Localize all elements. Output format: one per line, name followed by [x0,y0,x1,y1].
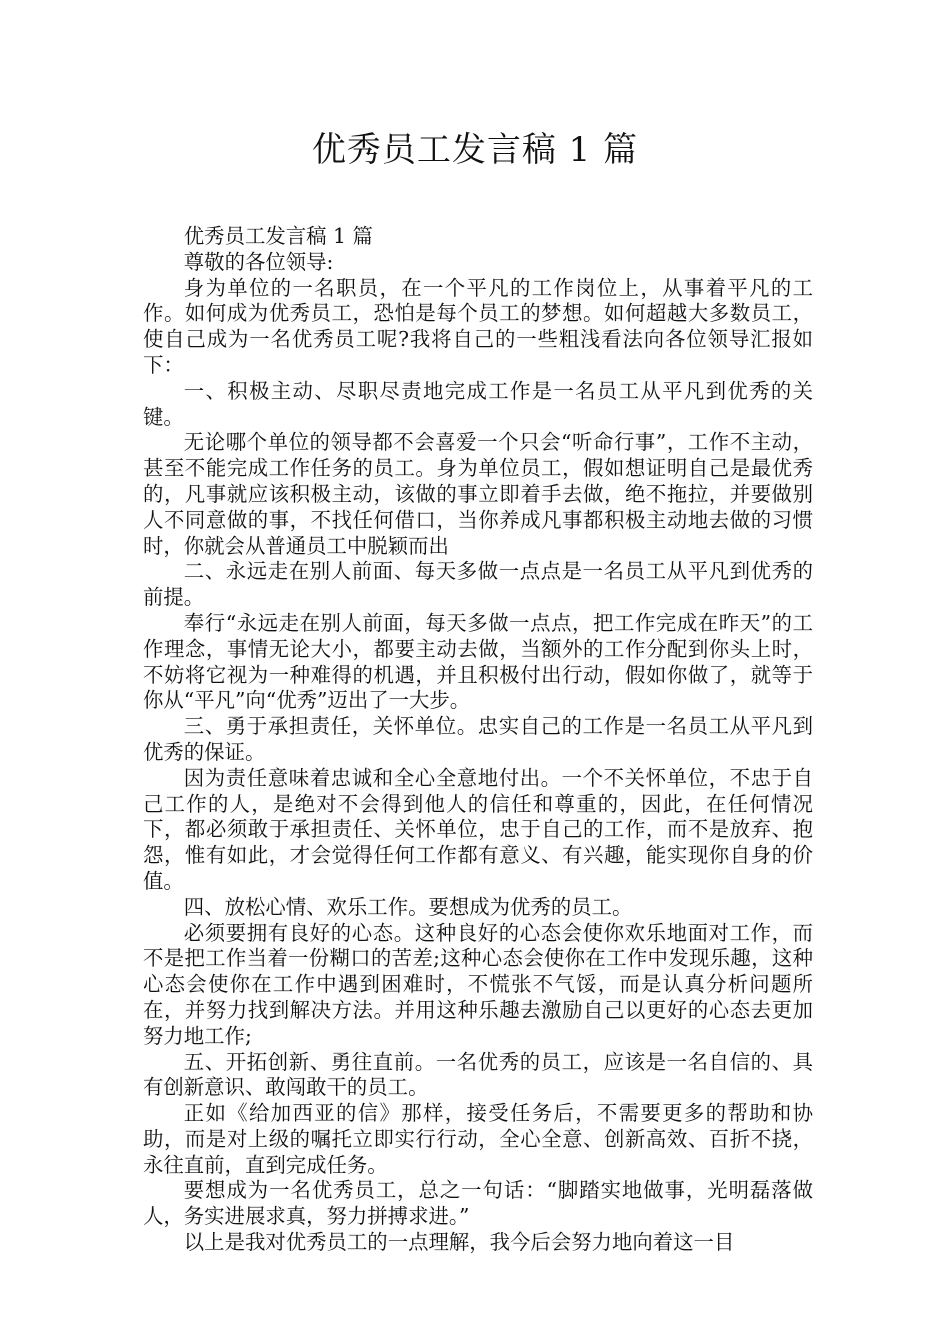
body-paragraph: 身为单位的一名职员，在一个平凡的工作岗位上，从事着平凡的工作。如何成为优秀员工，恐怕是每个员工的梦想。如何超越大多数员工，使自己成为一名优秀员工呢?我将自己的一些粗浅看法向各位领导汇报如下： [143,275,813,377]
body-paragraph: 二、永远走在别人前面、每天多做一点点是一名员工从平凡到优秀的前提。 [143,559,813,610]
body-paragraph: 正如《给加西亚的信》那样，接受任务后，不需要更多的帮助和协助，而是对上级的嘱托立即实行行动，全心全意、创新高效、百折不挠，永往直前，直到完成任务。 [143,1101,813,1177]
document-body [143,224,813,1256]
body-paragraph: 三、勇于承担责任，关怀单位。忠实自己的工作是一名员工从平凡到优秀的保证。 [143,714,813,764]
body-paragraph: 无论哪个单位的领导都不会喜爱一个只会“听命行事”，工作不主动，甚至不能完成工作任务的员工。身为单位员工，假如想证明自己是最优秀的，凡事就应该积极主动，该做的事立即着手去做，绝不拖拉，并要做别人不同意做的事，不找任何借口，当你养成凡事都积极主动地去做的习惯时，你就会从普通员工中脱颖而出 [143,430,813,558]
body-paragraph: 因为责任意味着忠诚和全心全意地付出。一个不关怀单位，不忠于自己工作的人，是绝对不会得到他人的信任和尊重的，因此，在任何情况下，都必须敢于承担责任、关怀单位，忠于自己的工作，而不是放弃、抱怨，惟有如此，才会觉得任何工作都有意义、有兴趣，能实现你自身的价值。 [143,765,813,893]
body-paragraph: 一、积极主动、尽职尽责地完成工作是一名员工从平凡到优秀的关键。 [143,378,813,429]
body-paragraph: 四、放松心情、欢乐工作。要想成为优秀的员工。 [183,894,633,919]
document-title: 优秀员工发言稿 1 篇 [311,130,639,170]
body-paragraph: 必须要拥有良好的心态。这种良好的心态会使你欢乐地面对工作，而不是把工作当着一份糊口的苦差;这种心态会使你在工作中发现乐趣，这种心态会使你在工作中遇到困难时，不慌张不气馁，而是认真分析问题所在，并努力找到解决方法。并用这种乐趣去激励自己以更好的心态去更加努力地工作; [143,920,813,1048]
body-paragraph: 要想成为一名优秀员工，总之一句话：“脚踏实地做事，光明磊落做人，务实进展求真，努力拼搏求进。” [143,1178,813,1229]
body-paragraph: 五、开拓创新、勇往直前。一名优秀的员工，应该是一名自信的、具有创新意识、敢闯敢干的员工。 [143,1049,813,1100]
body-paragraph: 以上是我对优秀员工的一点理解，我今后会努力地向着这一目 [183,1230,735,1255]
body-paragraph: 优秀员工发言稿 1 篇 [183,224,373,248]
body-paragraph: 奉行“永远走在别人前面，每天多做一点点，把工作完成在昨天”的工作理念，事情无论大小，都要主动去做，当额外的工作分配到你头上时，不妨将它视为一种难得的机遇，并且积极付出行动，假如你做了，就等于你从“平凡”向“优秀”迈出了一大步。 [143,610,813,713]
body-paragraph: 尊敬的各位领导: [183,249,334,274]
